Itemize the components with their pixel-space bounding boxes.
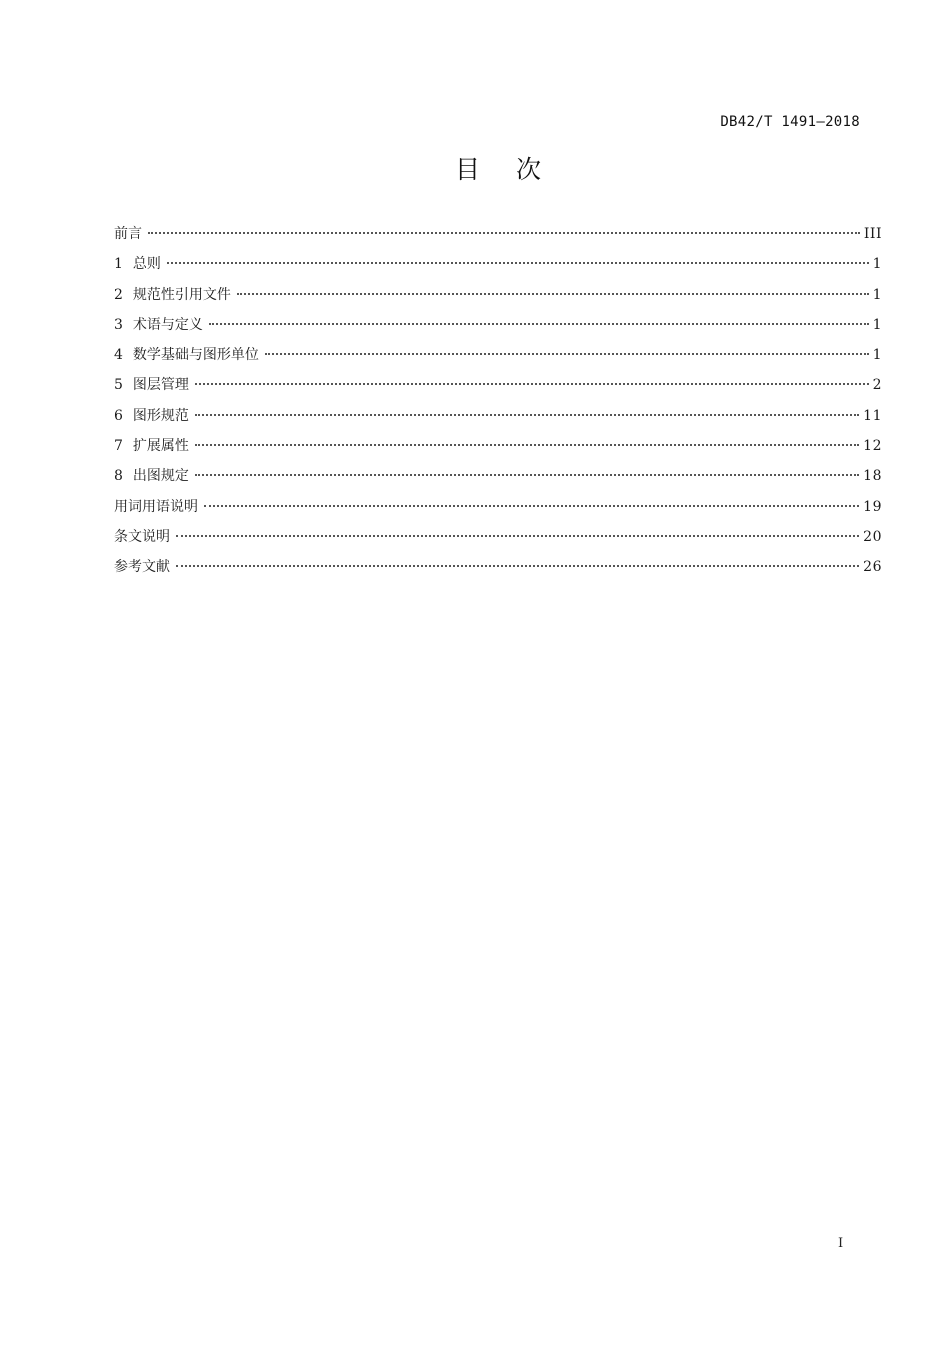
toc-entry-title: 条文说明 xyxy=(114,528,170,545)
toc-label xyxy=(114,314,203,336)
toc-label xyxy=(114,465,189,487)
dot-leader xyxy=(176,565,859,567)
toc-page-number: 1 xyxy=(872,286,882,303)
toc-section-number: 8 xyxy=(114,468,123,485)
toc-label xyxy=(114,223,142,245)
toc-label xyxy=(114,435,189,457)
toc-page-number: 26 xyxy=(863,559,882,576)
toc-page-number: 12 xyxy=(863,438,882,455)
toc-label xyxy=(114,374,189,396)
dot-leader xyxy=(195,474,859,476)
page-title xyxy=(0,150,950,186)
toc-entry-references[interactable] xyxy=(114,556,882,586)
dot-leader xyxy=(176,535,859,537)
toc-label xyxy=(114,253,161,275)
toc-page-number: 1 xyxy=(872,316,882,333)
toc-entry-3[interactable] xyxy=(114,314,882,344)
toc-label xyxy=(114,556,170,578)
toc-entry-title: 数学基础与图形单位 xyxy=(132,347,259,364)
dot-leader xyxy=(209,323,869,325)
toc-page-number: 18 xyxy=(863,468,882,485)
table-of-contents xyxy=(114,223,882,587)
dot-leader xyxy=(148,232,860,234)
toc-entry-title: 总则 xyxy=(132,256,161,273)
toc-entry-title: 出图规定 xyxy=(132,468,189,485)
title-part-1: 目 xyxy=(454,155,480,184)
toc-entry-5[interactable] xyxy=(114,374,882,404)
toc-entry-title: 参考文献 xyxy=(114,559,170,576)
toc-label xyxy=(114,496,198,518)
dot-leader xyxy=(195,444,859,446)
toc-entry-title: 扩展属性 xyxy=(132,438,189,455)
toc-page-number: 1 xyxy=(872,347,882,364)
toc-entry-title: 图形规范 xyxy=(132,407,189,424)
toc-entry-title: 规范性引用文件 xyxy=(132,286,231,303)
toc-page-number: 20 xyxy=(863,528,882,545)
toc-section-number: 2 xyxy=(114,286,123,303)
toc-entry-8[interactable] xyxy=(114,465,882,495)
toc-page-number: 11 xyxy=(863,407,882,424)
toc-entry-explanation[interactable] xyxy=(114,526,882,556)
toc-page-number: 19 xyxy=(863,498,882,515)
title-part-2: 次 xyxy=(516,155,542,184)
toc-page-number: III xyxy=(863,226,882,242)
toc-label xyxy=(114,284,231,306)
toc-entry-title: 前言 xyxy=(114,226,142,242)
toc-entry-title: 用词用语说明 xyxy=(114,498,198,515)
toc-entry-6[interactable] xyxy=(114,405,882,435)
dot-leader xyxy=(237,293,869,295)
toc-page-number: 1 xyxy=(872,256,882,273)
toc-entry-preface[interactable] xyxy=(114,223,882,253)
document-code: DB42/T 1491—2018 xyxy=(720,114,860,130)
toc-entry-7[interactable] xyxy=(114,435,882,465)
toc-section-number: 3 xyxy=(114,316,123,333)
toc-page-number: 2 xyxy=(872,377,882,394)
toc-entry-4[interactable] xyxy=(114,344,882,374)
toc-entry-title: 术语与定义 xyxy=(132,316,203,333)
toc-entry-title: 图层管理 xyxy=(132,377,189,394)
toc-label xyxy=(114,344,259,366)
toc-section-number: 1 xyxy=(114,256,123,273)
dot-leader xyxy=(195,383,869,385)
toc-section-number: 4 xyxy=(114,347,123,364)
toc-entry-1[interactable] xyxy=(114,253,882,283)
toc-label xyxy=(114,526,170,548)
toc-entry-wording[interactable] xyxy=(114,496,882,526)
toc-entry-2[interactable] xyxy=(114,284,882,314)
dot-leader xyxy=(195,414,859,416)
dot-leader xyxy=(265,353,869,355)
toc-label xyxy=(114,405,189,427)
toc-section-number: 7 xyxy=(114,438,123,455)
toc-section-number: 6 xyxy=(114,407,123,424)
dot-leader xyxy=(167,262,869,264)
dot-leader xyxy=(204,505,859,507)
toc-section-number: 5 xyxy=(114,377,123,394)
page-number: I xyxy=(838,1236,844,1251)
